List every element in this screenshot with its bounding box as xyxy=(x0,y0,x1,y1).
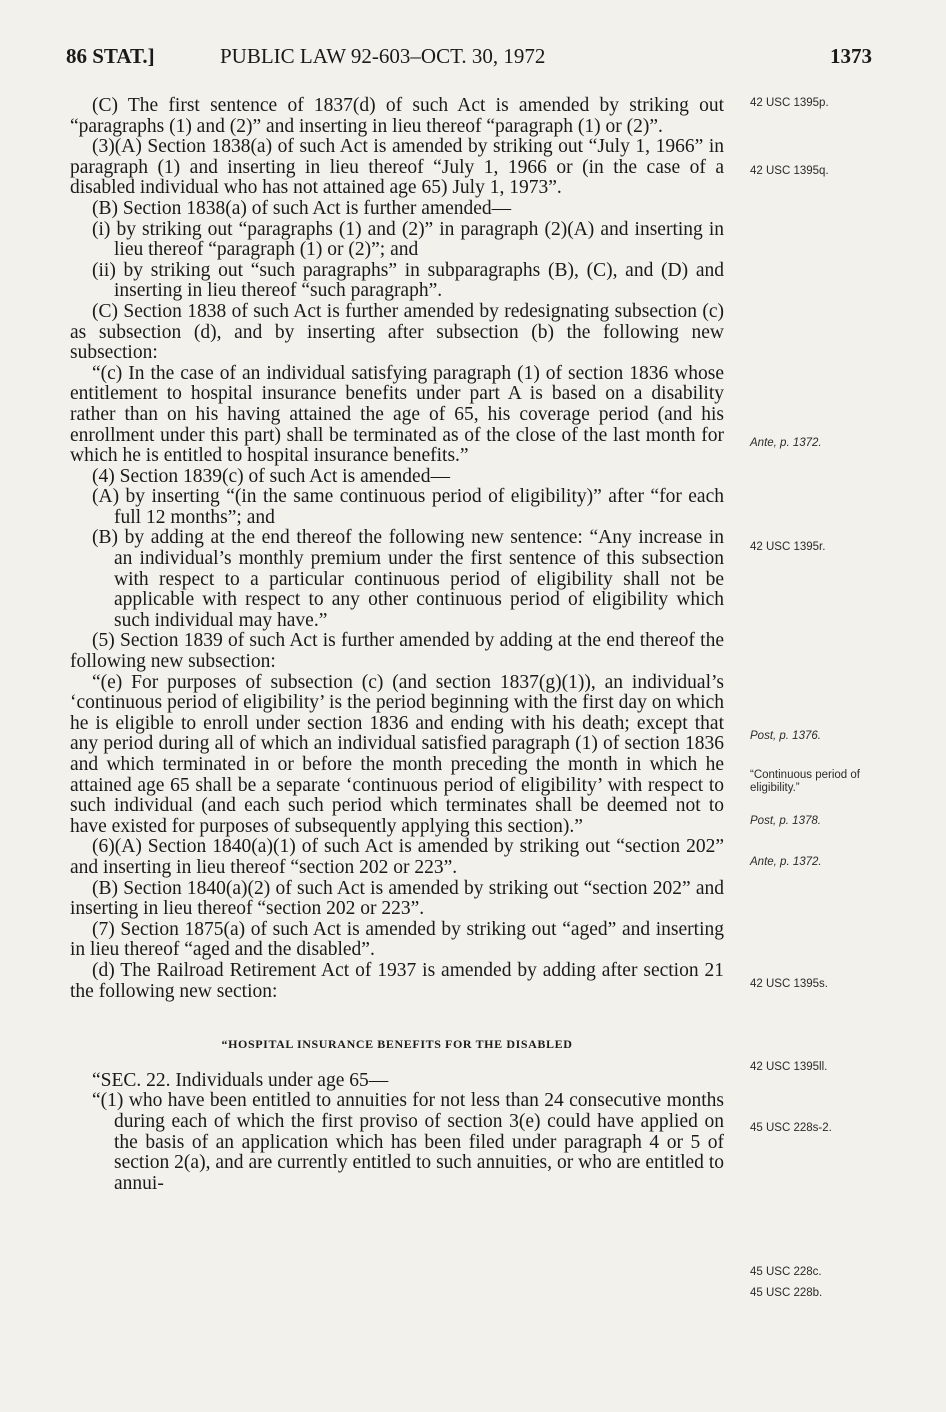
paragraph: (7) Section 1875(a) of such Act is amended by striking out “aged” and inserting in lieu thereof “aged and the disabled”. xyxy=(70,918,724,961)
paragraph: (6)(A) Section 1840(a)(1) of such Act is amended by striking out “section 202” and inserting in lieu thereof “section 202 or 223”. xyxy=(70,836,724,878)
clause: (B) by adding at the end thereof the following new sentence: “Any increase in an individual’s monthly premium under the first sentence of this subsection with respect to a particular continuous period of eligibility shall not be applicable with respect to any other continuous period of eligibility which such individual may have.” xyxy=(92,527,724,631)
clause: (ii) by striking out “such paragraphs” in subparagraphs (B), (C), and (D) and inserting in lieu thereof “such paragraph”. xyxy=(92,259,724,302)
margin-note: 45 USC 228b. xyxy=(750,1287,823,1299)
margin-note: 45 USC 228c. xyxy=(750,1266,822,1278)
margin-note: 42 USC 1395s. xyxy=(750,978,828,990)
page-header xyxy=(66,44,872,74)
margin-note: Post, p. 1378. xyxy=(750,815,821,827)
clause: (A) by inserting “(in the same continuous period of eligibility)” after “for each full 12 months”; and xyxy=(92,486,724,528)
margin-note: 45 USC 228s-2. xyxy=(750,1122,832,1134)
section-title: “SEC. 22. Individuals under age 65— xyxy=(92,1069,389,1091)
margin-note: Ante, p. 1372. xyxy=(750,437,822,449)
section-heading: “HOSPITAL INSURANCE BENEFITS FOR THE DISABLED xyxy=(221,1037,573,1052)
margin-note: 42 USC 1395p. xyxy=(750,97,829,109)
margin-note: 42 USC 1395q. xyxy=(750,165,829,177)
paragraph: (B) Section 1840(a)(2) of such Act is amended by striking out “section 202” and inserting in lieu thereof “section 202 or 223”. xyxy=(70,877,724,920)
paragraph: (3)(A) Section 1838(a) of such Act is amended by striking out “July 1, 1966” in paragraph (1) and inserting in lieu thereof “July 1, 1966 or (in the case of a disabled individual who has not attained age 65) July 1, 1973”. xyxy=(70,136,724,199)
clause: “(1) who have been entitled to annuities for not less than 24 consecutive months during each of which the first proviso of section 3(e) could have applied on the basis of an application which has been filed under paragraph 4 or 5 of section 2(a), and are currently entitled to such annuities, or who are entitled to annui- xyxy=(92,1090,724,1194)
paragraph: (C) Section 1838 of such Act is further amended by redesignating subsection (c) as subsection (d), and by inserting after subsection (b) the following new subsection: xyxy=(70,300,724,364)
margin-note: Ante, p. 1372. xyxy=(750,856,822,868)
paragraph: (4) Section 1839(c) of such Act is amended— xyxy=(92,465,450,487)
paragraph: (5) Section 1839 of such Act is further amended by adding at the end thereof the following new subsection: xyxy=(70,630,724,673)
quoted-subsection: “(e) For purposes of subsection (c) (and section 1837(g)(1)), an individual’s ‘continuous period of eligibility’ is the period beginning with the first day on which he is eligible to enroll under section 1836 and ending with his death; except that any period during all of which an individual satisfied paragraph (1) of section 1836 and which terminated in or before the month preceding the month in which he attained age 65 shall be a separate ‘continuous period of eligibility’ with respect to such individual (and each such period which terminates shall be deemed not to have existed for purposes of subsequently applying this section).” xyxy=(70,671,724,837)
law-title: PUBLIC LAW 92-603–OCT. 30, 1972 xyxy=(220,44,546,68)
paragraph: (C) The first sentence of 1837(d) of such Act is amended by striking out “paragraphs (1) and (2)” and inserting in lieu thereof “paragraph (1) or (2)”. xyxy=(70,95,724,137)
margin-note: 42 USC 1395ll. xyxy=(750,1061,828,1073)
paragraph: (B) Section 1838(a) of such Act is further amended— xyxy=(92,197,512,219)
margin-note: 42 USC 1395r. xyxy=(750,541,826,553)
quoted-subsection: “(c) In the case of an individual satisfying paragraph (1) of section 1836 whose entitlement to hospital insurance benefits under part A is based on a disability rather than on his having attained the age of 65, his coverage period (and his enrollment under this part) shall be terminated as of the close of the last month for which he is entitled to hospital insurance benefits.” xyxy=(70,362,724,467)
document-body xyxy=(70,96,724,1194)
statute-reference: 86 STAT.] xyxy=(66,44,155,68)
clause: (i) by striking out “paragraphs (1) and (2)” in paragraph (2)(A) and inserting in lieu thereof “paragraph (1) or (2)”; and xyxy=(92,218,724,261)
page-number: 1373 xyxy=(830,44,872,68)
paragraph: (d) The Railroad Retirement Act of 1937 is amended by adding after section 21 the following new section: xyxy=(70,959,724,1002)
margin-note: Post, p. 1376. xyxy=(750,730,821,742)
margin-note: “Continuous period of eligibility.” xyxy=(750,769,860,794)
